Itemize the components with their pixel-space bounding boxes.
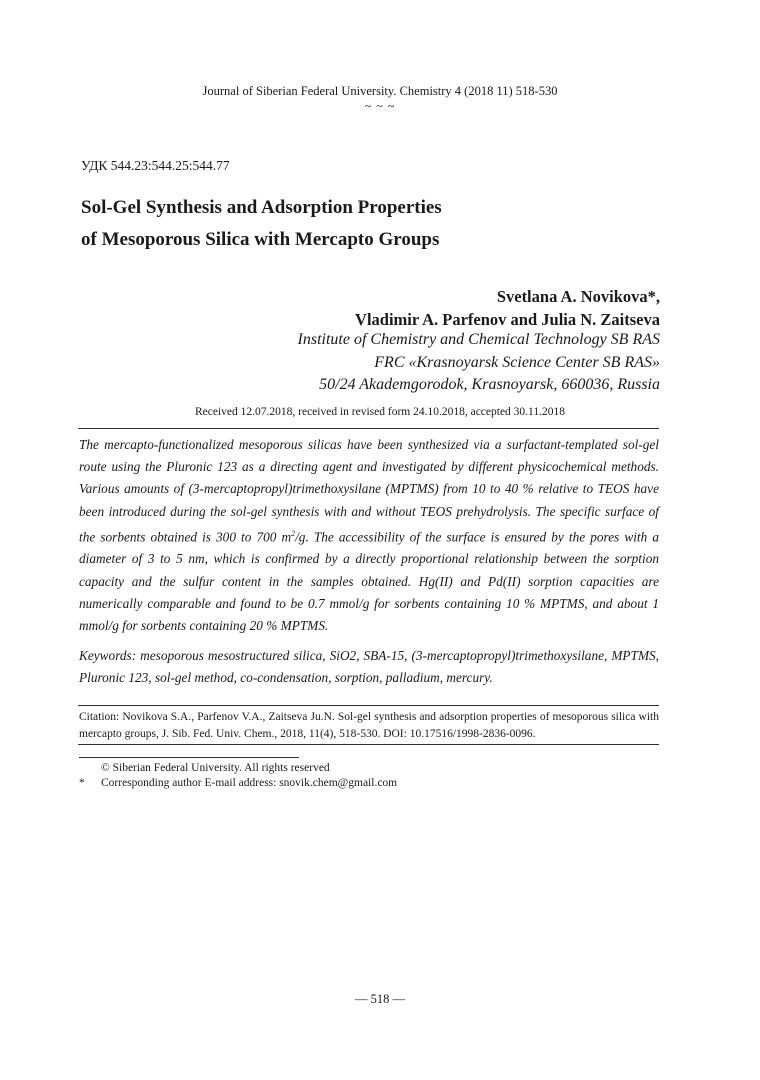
abstract-superscript: 2 [291,528,296,538]
footnote-corresponding [79,777,397,789]
paper-title [81,192,681,256]
author-list [355,285,660,331]
affiliation-line-2: FRC «Krasnoyarsk Science Center SB RAS» [374,353,660,371]
citation-bottom-rule [78,744,659,745]
abstract-top-rule [78,428,659,429]
title-line-2: of Mesoporous Silica with Mercapto Groups [81,229,440,250]
citation-top-rule [78,705,659,706]
udk-code: УДК 544.23:544.25:544.77 [81,158,230,173]
title-line-1: Sol-Gel Synthesis and Adsorption Properties [81,197,442,218]
copyright-text: © Siberian Federal University. All rights reserved [101,762,330,774]
abstract-text-1: The mercapto-functionalized mesoporous silicas have been synthesized via a surfactant-templated sol-gel route using the Pluronic 123 as a directing agent and investigated by different physicochemical methods. Various amounts of (3-mercaptopropyl)trimethoxysilane (MPTMS) from 10 to 40 % relative to TEOS have been introduced during the sol-gel synthesis with and without TEOS prehydrolysis. The specific surface of the sorbents obtained is 300 to 700 m [79,437,659,545]
affiliation-line-1: Institute of Chemistry and Chemical Technology SB RAS [297,331,660,348]
author-line-2: Vladimir A. Parfenov and Julia N. Zaitseva [355,310,660,329]
author-line-1: Svetlana A. Novikova*, [496,287,660,306]
page-number: ― 518 ― [355,992,405,1006]
citation: Citation: Novikova S.A., Parfenov V.A., Zaitseva Ju.N. Sol-gel synthesis and adsorption properties of mesoporous silica with mercapto groups, J. Sib. Fed. Univ. Chem., 2018, 11(4), 518-530. DOI: 10.17516/1998-2836-0096. [79,711,659,740]
abstract [79,434,659,637]
footnote-copyright [79,762,330,774]
corresponding-text: Corresponding author E-mail address: snovik.chem@gmail.com [101,777,398,789]
footnote-rule [79,757,299,758]
abstract-text-2: /g. The accessibility of the surface is ensured by the pores with a diameter of 3 to 5 nm, which is confirmed by a directly proportional relationship between the sorption capacity and the sulfur content in the samples obtained. Hg(II) and Pd(II) sorption capacities are numerically comparable and found to be 0.7 mmol/g for sorbents containing 10 % MPTMS, and about 1 mmol/g for sorbents containing 20 % MPTMS. [79,529,659,634]
affiliation-line-3: 50/24 Akademgorodok, Krasnoyarsk, 660036, Russia [319,376,660,393]
journal-header: Journal of Siberian Federal University. Chemistry 4 (2018 11) 518-530 [202,84,558,98]
affiliation [298,329,660,397]
received-dates: Received 12.07.2018, received in revised form 24.10.2018, accepted 30.11.2018 [194,406,566,418]
keywords: Keywords: mesoporous mesostructured silica, SiO2, SBA-15, (3-mercaptopropyl)trimethoxysilane, MPTMS, Pluronic 123, sol-gel method, co-condensation, sorption, palladium, mercury. [79,648,659,686]
footnote-star: * [79,777,85,789]
header-separator: ~ ~ ~ [364,99,396,113]
